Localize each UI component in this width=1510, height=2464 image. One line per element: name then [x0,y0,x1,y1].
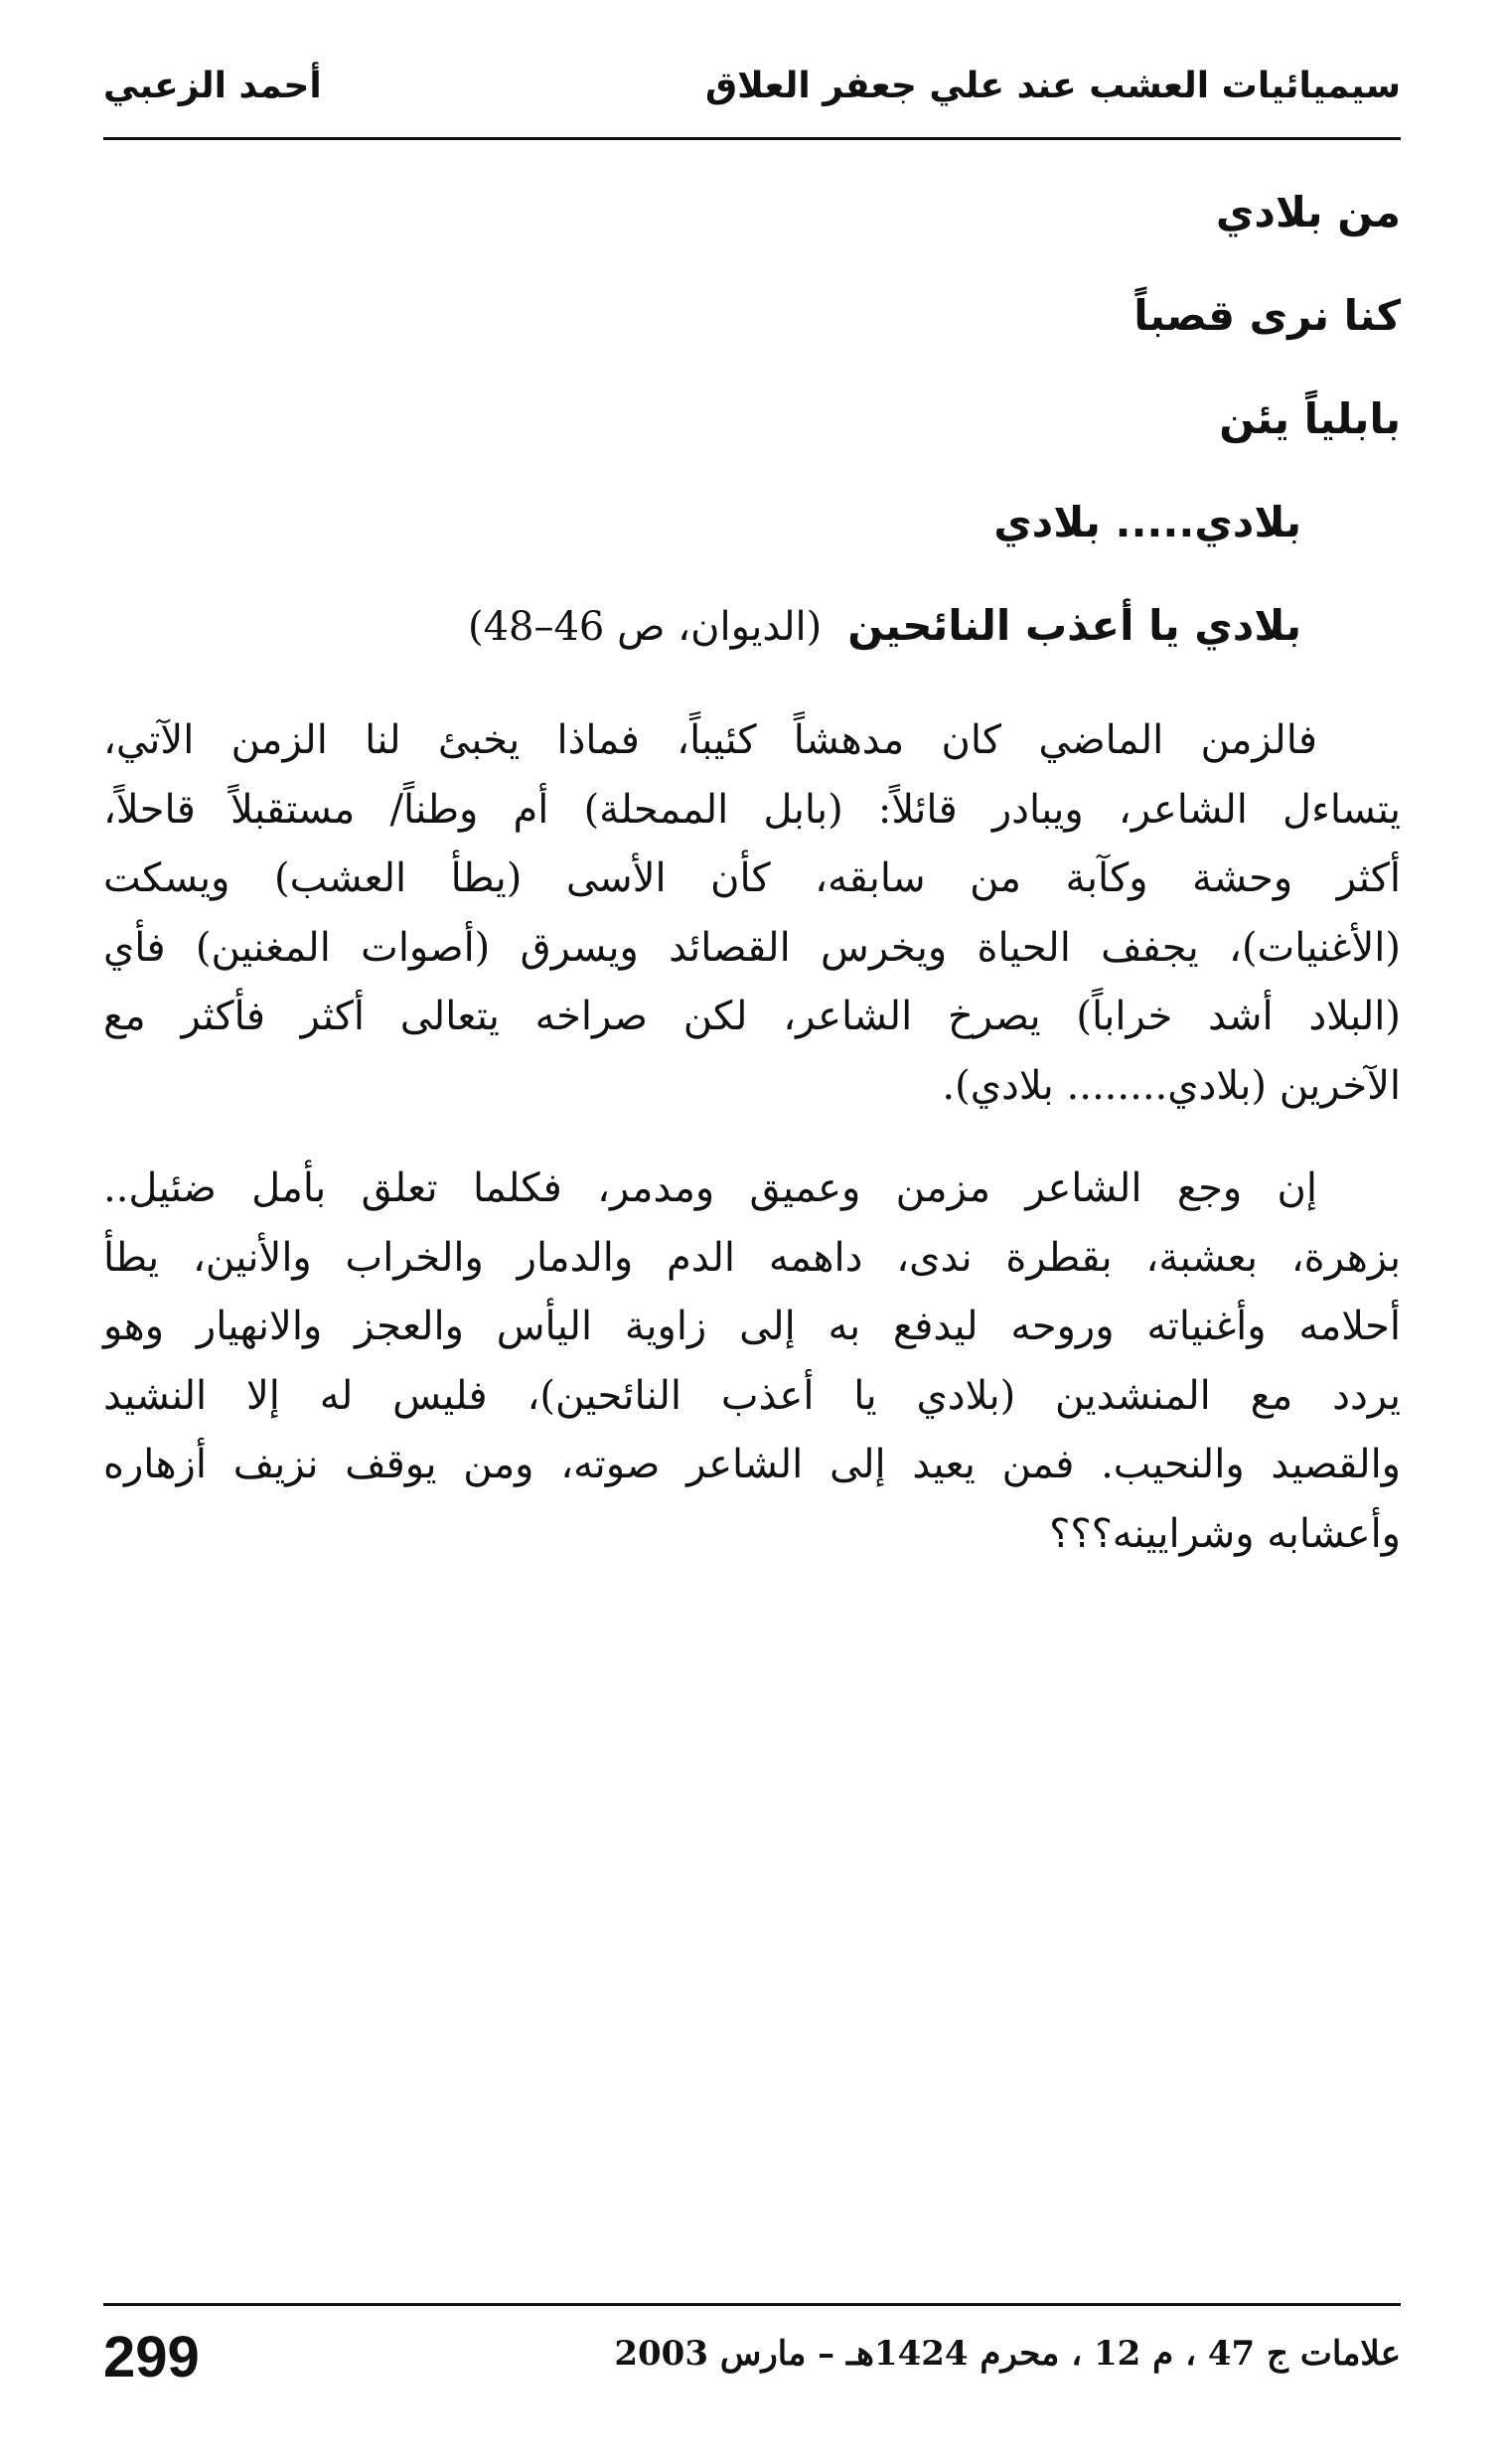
header-author-name: أحمد الزعبي [103,66,322,106]
page-number: 299 [103,2325,200,2389]
paragraph-line: (البلاد أشد خراباً) يصرخ الشاعر، لكن صراخه يتعالى أكثر فأكثر مع [103,994,1401,1039]
body-paragraph-1 [103,706,1401,1121]
body-paragraph-2 [103,1155,1401,1569]
paragraph-line: (الأغنيات)، يجفف الحياة ويخرس القصائد ويسرق (أصوات المغنين) فأي [103,924,1401,971]
paragraph-line: والقصيد والنحيب. فمن يعيد إلى الشاعر صوته، ومن يوقف نزيف أزهاره [103,1442,1401,1487]
verse-line-with-citation [103,602,1401,651]
paragraph-line: فالزمن الماضي كان مدهشاً كئيباً، فماذا يخبئ لنا الزمن الآتي، [103,717,1317,763]
paragraph-line: بزهرة، بعشبة، بقطرة ندى، داهمه الدم والدمار والخراب والأنين، يطأ [103,1234,1402,1281]
paragraph-line: إن وجع الشاعر مزمن وعميق ومدمر، فكلما تعلق بأمل ضئيل.. [103,1165,1317,1211]
paragraph-line: وأعشابه وشرايينه؟؟؟ [1049,1510,1401,1557]
paragraph-line: أكثر وحشة وكآبة من سابقه، كأن الأسى (يطأ العشب) ويسكت [103,855,1401,901]
verse-citation: (الديوان، ص 46–48) [467,604,823,650]
header-article-title: سيميائيات العشب عند علي جعفر العلاق [705,66,1401,106]
paragraph-line: أحلامه وأغنياته وروحه ليدفع به إلى زاوية اليأس والعجز والانهيار وهو [103,1304,1401,1349]
paragraph-spacer [103,1121,1401,1155]
verse-line: كنا نرى قصباً [1133,291,1401,340]
paragraph-line: الآخرين (بلادي........ بلادي). [942,1062,1401,1109]
page-footer [103,2303,1401,2395]
running-header [103,58,1401,140]
paragraph-line: يردد مع المنشدين (بلادي يا أعذب النائحين)، فليس له إلا النشيد [103,1372,1401,1419]
verse-text: بلادي يا أعذب النائحين [847,601,1301,650]
verse-line: بلادي..... بلادي [993,498,1301,546]
paragraph-line: يتساءل الشاعر، ويبادر قائلاً: (بابل الممحلة) أم وطناً/ مستقبلاً قاحلاً، [103,786,1401,833]
verse-line: بابلياً يئن [1219,394,1401,443]
verse-line: من بلادي [1215,188,1401,236]
page-body [103,189,1401,1569]
footer-journal-info: علامات ج 47 ، م 12 ، محرم 1424هـ – مارس 2003 [614,2334,1401,2374]
